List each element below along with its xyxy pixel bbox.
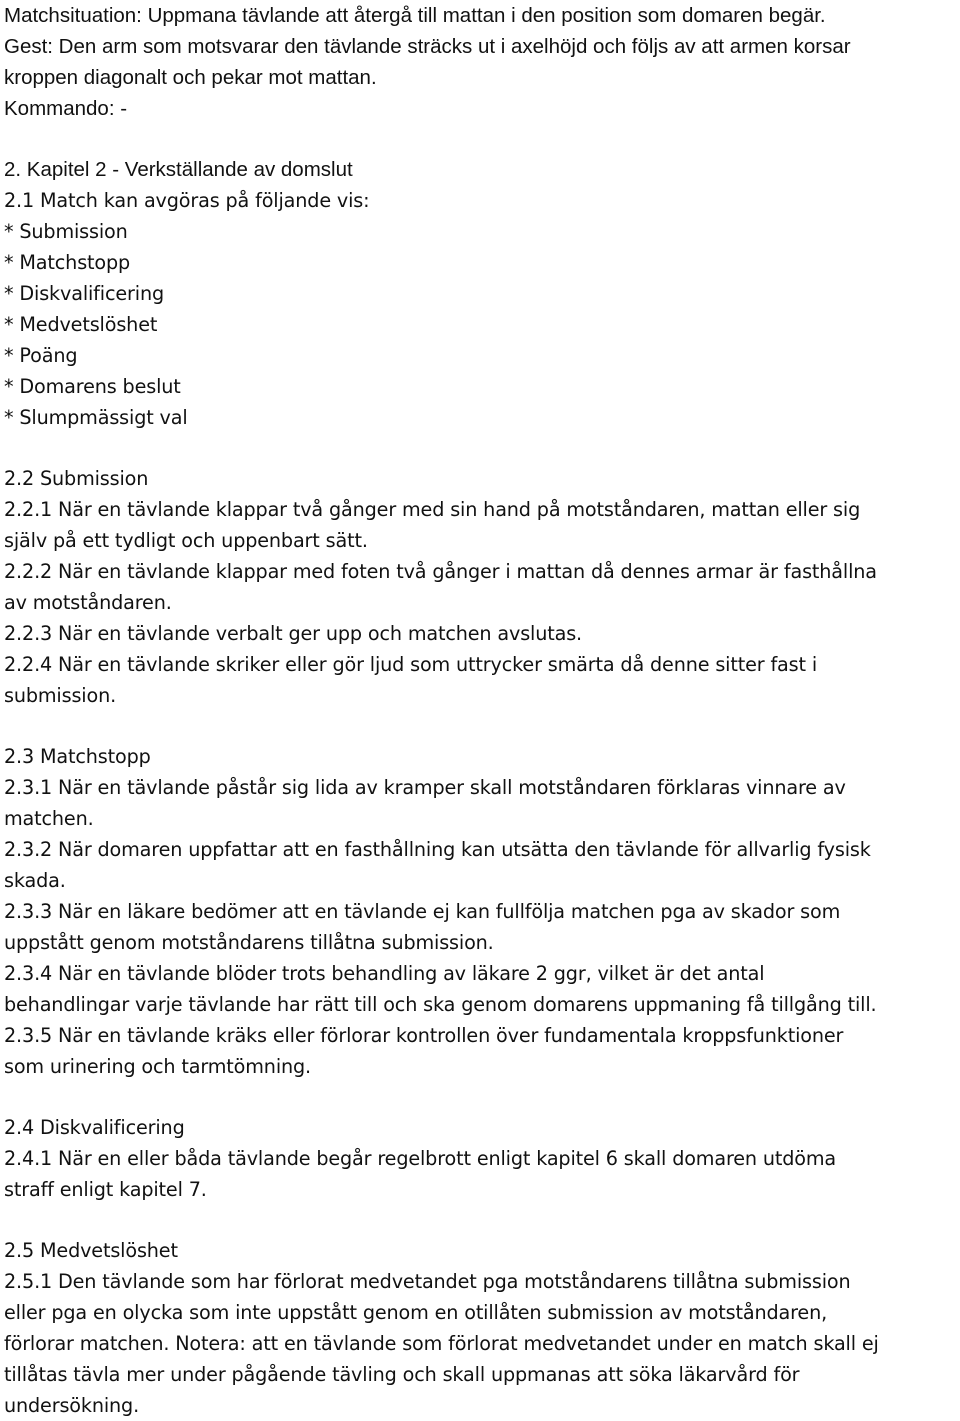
section-heading: 2.1 Match kan avgöras på följande vis: bbox=[4, 189, 370, 212]
intro-line: Gest: Den arm som motsvarar den tävlande sträcks ut i axelhöjd och följs av att armen korsar bbox=[4, 35, 851, 58]
list-item: * Diskvalificering bbox=[4, 282, 164, 305]
spacer bbox=[4, 124, 956, 154]
section-2-4 bbox=[4, 1112, 956, 1205]
section-2-1 bbox=[4, 185, 956, 433]
paragraph-line: 2.3.2 När domaren uppfattar att en fasthållning kan utsätta den tävlande för allvarlig fysisk bbox=[4, 838, 871, 861]
paragraph-line: undersökning. bbox=[4, 1394, 140, 1417]
list-item: * Poäng bbox=[4, 344, 78, 367]
list-item: * Submission bbox=[4, 220, 128, 243]
paragraph-line: själv på ett tydligt och uppenbart sätt. bbox=[4, 529, 368, 552]
paragraph-line: 2.3.3 När en läkare bedömer att en tävlande ej kan fullfölja matchen pga av skador som bbox=[4, 900, 841, 923]
section-2-5 bbox=[4, 1235, 956, 1421]
list-item: * Medvetslöshet bbox=[4, 313, 158, 336]
paragraph-line: skada. bbox=[4, 869, 66, 892]
chapter-heading: 2. Kapitel 2 - Verkställande av domslut bbox=[4, 158, 353, 181]
paragraph-line: 2.2.1 När en tävlande klappar två gånger med sin hand på motståndaren, mattan eller sig bbox=[4, 498, 861, 521]
spacer bbox=[4, 1205, 956, 1235]
section-heading: 2.3 Matchstopp bbox=[4, 745, 151, 768]
paragraph-line: som urinering och tarmtömning. bbox=[4, 1055, 311, 1078]
section-heading: 2.2 Submission bbox=[4, 467, 149, 490]
paragraph-line: 2.2.2 När en tävlande klappar med foten två gånger i mattan då dennes armar är fasthållna bbox=[4, 560, 877, 583]
paragraph-line: behandlingar varje tävlande har rätt till och ska genom domarens uppmaning få tillgång till. bbox=[4, 993, 877, 1016]
paragraph-line: av motståndaren. bbox=[4, 591, 172, 614]
section-heading: 2.4 Diskvalificering bbox=[4, 1116, 185, 1139]
section-2-2 bbox=[4, 463, 956, 711]
paragraph-line: 2.2.3 När en tävlande verbalt ger upp och matchen avslutas. bbox=[4, 622, 583, 645]
paragraph-line: 2.4.1 När en eller båda tävlande begår regelbrott enligt kapitel 6 skall domaren utdöma bbox=[4, 1147, 837, 1170]
intro-line: Matchsituation: Uppmana tävlande att återgå till mattan i den position som domaren begär. bbox=[4, 4, 826, 27]
list-item: * Matchstopp bbox=[4, 251, 131, 274]
spacer bbox=[4, 433, 956, 463]
paragraph-line: straff enligt kapitel 7. bbox=[4, 1178, 207, 1201]
intro-line: Kommando: - bbox=[4, 97, 128, 120]
paragraph-line: 2.2.4 När en tävlande skriker eller gör ljud som uttrycker smärta då denne sitter fast i bbox=[4, 653, 818, 676]
paragraph-line: förlorar matchen. Notera: att en tävlande som förlorat medvetandet under en match skall ej bbox=[4, 1332, 879, 1355]
list-item: * Slumpmässigt val bbox=[4, 406, 188, 429]
paragraph-line: 2.3.4 När en tävlande blöder trots behandling av läkare 2 ggr, vilket är det antal bbox=[4, 962, 765, 985]
intro-line: kroppen diagonalt och pekar mot mattan. bbox=[4, 66, 377, 89]
intro-block bbox=[4, 0, 956, 124]
paragraph-line: 2.5.1 Den tävlande som har förlorat medvetandet pga motståndarens tillåtna submission bbox=[4, 1270, 851, 1293]
spacer bbox=[4, 711, 956, 741]
spacer bbox=[4, 1082, 956, 1112]
paragraph-line: uppstått genom motståndarens tillåtna submission. bbox=[4, 931, 494, 954]
paragraph-line: matchen. bbox=[4, 807, 94, 830]
paragraph-line: 2.3.5 När en tävlande kräks eller förlorar kontrollen över fundamentala kroppsfunktioner bbox=[4, 1024, 844, 1047]
paragraph-line: eller pga en olycka som inte uppstått genom en otillåten submission av motståndaren, bbox=[4, 1301, 828, 1324]
paragraph-line: 2.3.1 När en tävlande påstår sig lida av kramper skall motståndaren förklaras vinnare av bbox=[4, 776, 846, 799]
document-page bbox=[4, 0, 956, 1421]
paragraph-line: tillåtas tävla mer under pågående tävling och skall uppmanas att söka läkarvård för bbox=[4, 1363, 800, 1386]
paragraph-line: submission. bbox=[4, 684, 117, 707]
section-2-3 bbox=[4, 741, 956, 1082]
list-item: * Domarens beslut bbox=[4, 375, 181, 398]
section-heading: 2.5 Medvetslöshet bbox=[4, 1239, 178, 1262]
